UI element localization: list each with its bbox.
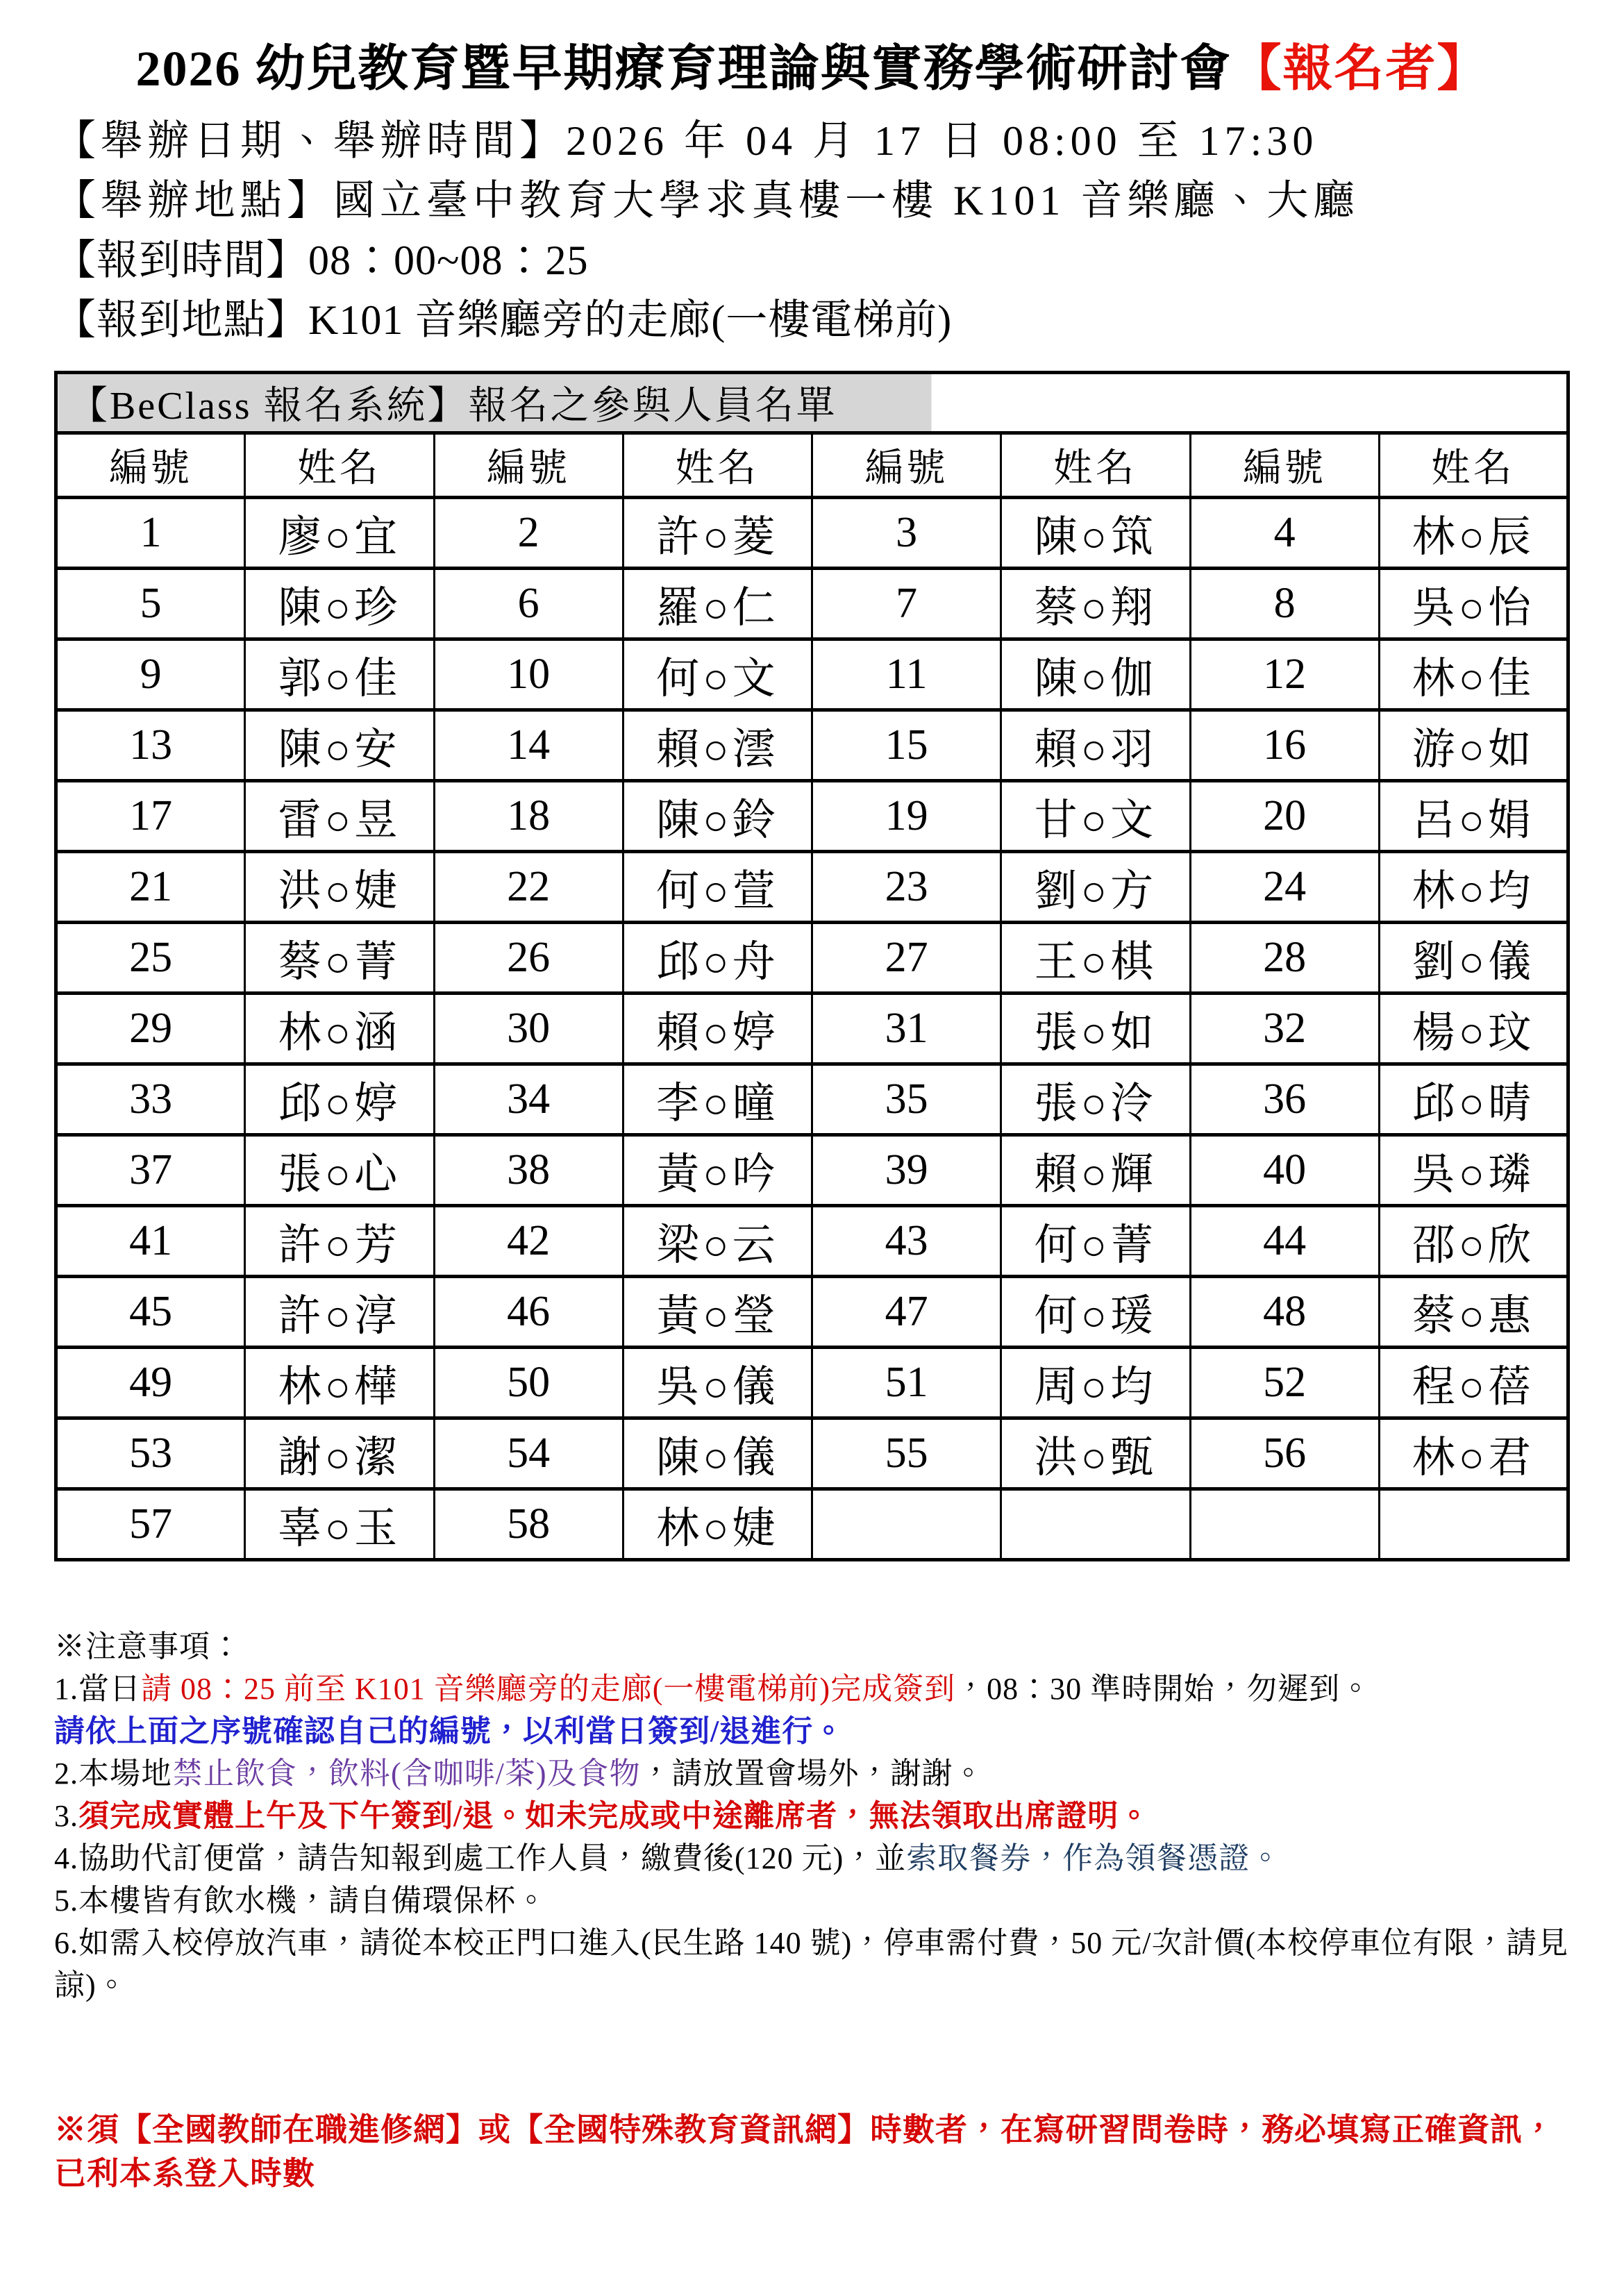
table-row	[56, 639, 1568, 710]
participant-number-cell: 23	[812, 852, 1001, 923]
participant-number-cell: 20	[1190, 781, 1379, 852]
table-row	[56, 994, 1568, 1064]
column-header-name: 姓名	[1379, 433, 1568, 498]
participant-name-cell: 蔡○翔	[1001, 569, 1190, 639]
info-label: 【舉辦地點】	[54, 178, 333, 224]
participant-number-cell: 56	[1190, 1418, 1379, 1489]
participant-number-cell: 19	[812, 781, 1001, 852]
participant-number-cell: 17	[56, 781, 245, 852]
note-line	[54, 1752, 1570, 1795]
participant-name-cell: 蔡○惠	[1379, 1277, 1568, 1348]
column-header-number: 編號	[56, 433, 245, 498]
info-line-venue	[54, 171, 1570, 231]
participant-number-cell: 45	[56, 1277, 245, 1348]
note-segment: ※注意事項：	[54, 1629, 242, 1664]
participant-number-cell: 8	[1190, 569, 1379, 639]
column-header-number: 編號	[812, 433, 1001, 498]
participant-name-cell: 謝○潔	[245, 1418, 434, 1489]
participant-number-cell: 48	[1190, 1277, 1379, 1348]
participant-name-cell: 何○菁	[1001, 1206, 1190, 1277]
participant-number-cell: 21	[56, 852, 245, 923]
info-value: 2026 年 04 月 17 日 08:00 至 17:30	[566, 118, 1319, 164]
note-segment: ，08：30 準時開始，勿遲到。	[955, 1672, 1372, 1706]
table-row	[56, 1064, 1568, 1135]
participant-name-cell: 林○均	[1379, 852, 1568, 923]
table-row	[56, 1206, 1568, 1277]
participant-name-cell: 吳○璘	[1379, 1135, 1568, 1206]
participant-number-cell: 54	[434, 1418, 623, 1489]
column-header-name: 姓名	[1001, 433, 1190, 498]
participant-name-cell: 許○芳	[245, 1206, 434, 1277]
info-line-datetime	[54, 111, 1570, 171]
participant-number-cell: 26	[434, 923, 623, 994]
participant-number-cell: 42	[434, 1206, 623, 1277]
participant-name-cell: 賴○澐	[623, 710, 812, 781]
participant-number-cell: 44	[1190, 1206, 1379, 1277]
note-segment: 索取餐券，作為領餐憑證。	[906, 1841, 1282, 1875]
info-line-checkin-time	[54, 231, 1570, 290]
participant-name-cell: 邱○婷	[245, 1064, 434, 1135]
column-header-name: 姓名	[245, 433, 434, 498]
participant-name-cell: 黃○吟	[623, 1135, 812, 1206]
column-header-name: 姓名	[623, 433, 812, 498]
page-title-main: 2026 幼兒教育暨早期療育理論與實務學術研討會	[135, 41, 1232, 97]
note-line	[54, 1879, 1570, 1922]
participant-number-cell	[812, 1489, 1001, 1560]
participant-name-cell: 李○曈	[623, 1064, 812, 1135]
participant-number-cell: 57	[56, 1489, 245, 1560]
participant-number-cell: 55	[812, 1418, 1001, 1489]
participant-name-cell: 游○如	[1379, 710, 1568, 781]
participant-number-cell: 36	[1190, 1064, 1379, 1135]
participant-number-cell: 47	[812, 1277, 1001, 1348]
event-info	[54, 111, 1570, 350]
participant-name-cell: 賴○婷	[623, 994, 812, 1064]
note-segment: 5.本樓皆有飲水機，請自備環保杯。	[54, 1884, 547, 1918]
table-row	[56, 1135, 1568, 1206]
participant-name-cell: 陳○儀	[623, 1418, 812, 1489]
participant-name-cell	[1001, 1489, 1190, 1560]
info-value: 國立臺中教育大學求真樓一樓 K101 音樂廳、大廳	[333, 178, 1360, 224]
note-line	[54, 1922, 1570, 2006]
note-segment: 請 08：25 前至 K101 音樂廳旁的走廊(一樓電梯前)完成簽到	[141, 1672, 956, 1706]
column-header-number: 編號	[434, 433, 623, 498]
participant-number-cell: 32	[1190, 994, 1379, 1064]
table-row	[56, 710, 1568, 781]
participant-name-cell: 劉○方	[1001, 852, 1190, 923]
participant-number-cell: 5	[56, 569, 245, 639]
participant-name-cell: 洪○甄	[1001, 1418, 1190, 1489]
note-segment: 4.協助代訂便當，請告知報到處工作人員，繳費後(120 元)，並	[54, 1841, 907, 1875]
participant-number-cell: 6	[434, 569, 623, 639]
participant-name-cell: 陳○鈴	[623, 781, 812, 852]
final-red-note: ※須【全國教師在職進修網】或【全國特殊教育資訊網】時數者，在寫研習問卷時，務必填寫正確資訊，已利本系登入時數	[54, 2112, 1555, 2191]
participant-name-cell: 許○淳	[245, 1277, 434, 1348]
participant-number-cell: 52	[1190, 1348, 1379, 1418]
page-title	[54, 28, 1570, 100]
participant-name-cell: 吳○儀	[623, 1348, 812, 1418]
table-caption-row	[56, 373, 1568, 433]
participant-number-cell: 41	[56, 1206, 245, 1277]
participant-number-cell: 13	[56, 710, 245, 781]
participant-number-cell: 39	[812, 1135, 1001, 1206]
info-line-checkin-place	[54, 290, 1570, 350]
note-segment: 3.	[54, 1799, 78, 1833]
participant-number-cell: 9	[56, 639, 245, 710]
info-value: 08：00~08：25	[308, 237, 589, 283]
table-row	[56, 781, 1568, 852]
participant-name-cell: 林○君	[1379, 1418, 1568, 1489]
participant-name-cell: 何○文	[623, 639, 812, 710]
participant-name-cell: 何○萱	[623, 852, 812, 923]
note-line	[54, 1625, 1570, 1668]
participant-number-cell: 22	[434, 852, 623, 923]
participant-name-cell: 林○樺	[245, 1348, 434, 1418]
participants-table	[54, 371, 1570, 1561]
note-segment: 請依上面之序號確認自己的編號，以利當日簽到/退進行。	[54, 1714, 845, 1748]
participant-number-cell: 28	[1190, 923, 1379, 994]
participant-name-cell: 林○佳	[1379, 639, 1568, 710]
participant-number-cell: 33	[56, 1064, 245, 1135]
participant-name-cell: 甘○文	[1001, 781, 1190, 852]
participant-number-cell: 16	[1190, 710, 1379, 781]
note-line	[54, 1710, 1570, 1752]
table-row	[56, 1418, 1568, 1489]
participant-name-cell: 郭○佳	[245, 639, 434, 710]
participant-name-cell: 許○菱	[623, 498, 812, 569]
participant-number-cell: 2	[434, 498, 623, 569]
note-segment: 6.如需入校停放汽車，請從本校正門口進入(民生路 140 號)，停車需付費，50 元/次計價(本校停車位有限，請見諒)。	[54, 1926, 1569, 2002]
notes-section	[54, 1625, 1570, 2006]
participant-number-cell: 43	[812, 1206, 1001, 1277]
participant-name-cell: 陳○珍	[245, 569, 434, 639]
participant-name-cell: 陳○伽	[1001, 639, 1190, 710]
participant-name-cell: 呂○娟	[1379, 781, 1568, 852]
info-label: 【報到地點】	[54, 297, 308, 343]
page-title-highlight: 【報名者】	[1231, 41, 1489, 97]
participant-number-cell: 25	[56, 923, 245, 994]
participant-number-cell: 1	[56, 498, 245, 569]
participant-name-cell: 林○婕	[623, 1489, 812, 1560]
participant-name-cell: 陳○安	[245, 710, 434, 781]
participant-name-cell: 邵○欣	[1379, 1206, 1568, 1277]
info-label: 【舉辦日期、舉辦時間】	[54, 118, 566, 164]
info-label: 【報到時間】	[54, 237, 308, 283]
table-row	[56, 852, 1568, 923]
table-row	[56, 923, 1568, 994]
participant-number-cell: 3	[812, 498, 1001, 569]
table-row	[56, 1489, 1568, 1560]
participant-name-cell: 張○泠	[1001, 1064, 1190, 1135]
table-row	[56, 498, 1568, 569]
participant-number-cell: 30	[434, 994, 623, 1064]
participant-number-cell: 18	[434, 781, 623, 852]
participant-number-cell: 24	[1190, 852, 1379, 923]
participant-name-cell: 王○棋	[1001, 923, 1190, 994]
participant-name-cell	[1379, 1489, 1568, 1560]
participant-name-cell: 程○蓓	[1379, 1348, 1568, 1418]
note-segment: 2.本場地	[54, 1757, 172, 1791]
participant-number-cell: 10	[434, 639, 623, 710]
participant-number-cell: 15	[812, 710, 1001, 781]
participant-name-cell: 吳○怡	[1379, 569, 1568, 639]
participant-number-cell: 31	[812, 994, 1001, 1064]
note-segment: 禁止飲食，飲料(含咖啡/茶)及食物	[172, 1757, 641, 1791]
participant-name-cell: 洪○婕	[245, 852, 434, 923]
participant-number-cell: 29	[56, 994, 245, 1064]
participant-number-cell: 53	[56, 1418, 245, 1489]
participant-number-cell: 11	[812, 639, 1001, 710]
participant-name-cell: 廖○宜	[245, 498, 434, 569]
participant-name-cell: 陳○筑	[1001, 498, 1190, 569]
participant-number-cell	[1190, 1489, 1379, 1560]
participant-number-cell: 34	[434, 1064, 623, 1135]
column-header-number: 編號	[1190, 433, 1379, 498]
participant-name-cell: 蔡○菁	[245, 923, 434, 994]
participant-number-cell: 46	[434, 1277, 623, 1348]
table-row	[56, 1277, 1568, 1348]
note-segment: 須完成實體上午及下午簽到/退。如未完成或中途離席者，無法領取出席證明。	[78, 1799, 1150, 1833]
participant-number-cell: 7	[812, 569, 1001, 639]
participant-number-cell: 12	[1190, 639, 1379, 710]
participant-number-cell: 51	[812, 1348, 1001, 1418]
participant-number-cell: 58	[434, 1489, 623, 1560]
participant-number-cell: 38	[434, 1135, 623, 1206]
participant-number-cell: 37	[56, 1135, 245, 1206]
participant-number-cell: 4	[1190, 498, 1379, 569]
participant-number-cell: 50	[434, 1348, 623, 1418]
participant-number-cell: 40	[1190, 1135, 1379, 1206]
table-header-row	[56, 433, 1568, 498]
participant-name-cell: 林○涵	[245, 994, 434, 1064]
participant-name-cell: 劉○儀	[1379, 923, 1568, 994]
participant-number-cell: 27	[812, 923, 1001, 994]
info-value: K101 音樂廳旁的走廊(一樓電梯前)	[308, 297, 953, 343]
note-line	[54, 1795, 1570, 1837]
participant-name-cell: 周○均	[1001, 1348, 1190, 1418]
participant-name-cell: 賴○輝	[1001, 1135, 1190, 1206]
note-segment: 1.當日	[54, 1672, 141, 1706]
participant-name-cell: 賴○羽	[1001, 710, 1190, 781]
participant-name-cell: 辜○玉	[245, 1489, 434, 1560]
table-caption: 【BeClass 報名系統】報名之參與人員名單	[56, 373, 1568, 433]
participant-name-cell: 雷○昱	[245, 781, 434, 852]
participant-number-cell: 14	[434, 710, 623, 781]
participant-name-cell: 邱○晴	[1379, 1064, 1568, 1135]
participant-number-cell: 49	[56, 1348, 245, 1418]
participant-name-cell: 張○心	[245, 1135, 434, 1206]
participant-name-cell: 梁○云	[623, 1206, 812, 1277]
participant-name-cell: 楊○玟	[1379, 994, 1568, 1064]
participant-name-cell: 何○瑗	[1001, 1277, 1190, 1348]
participant-name-cell: 羅○仁	[623, 569, 812, 639]
table-row	[56, 569, 1568, 639]
note-line	[54, 1837, 1570, 1879]
table-row	[56, 1348, 1568, 1418]
participants-body	[56, 373, 1568, 1560]
note-segment: ，請放置會場外，謝謝。	[640, 1757, 985, 1791]
participant-name-cell: 張○如	[1001, 994, 1190, 1064]
participant-name-cell: 邱○舟	[623, 923, 812, 994]
participant-name-cell: 黃○瑩	[623, 1277, 812, 1348]
participant-number-cell: 35	[812, 1064, 1001, 1135]
note-line	[54, 1668, 1570, 1710]
participant-name-cell: 林○辰	[1379, 498, 1568, 569]
